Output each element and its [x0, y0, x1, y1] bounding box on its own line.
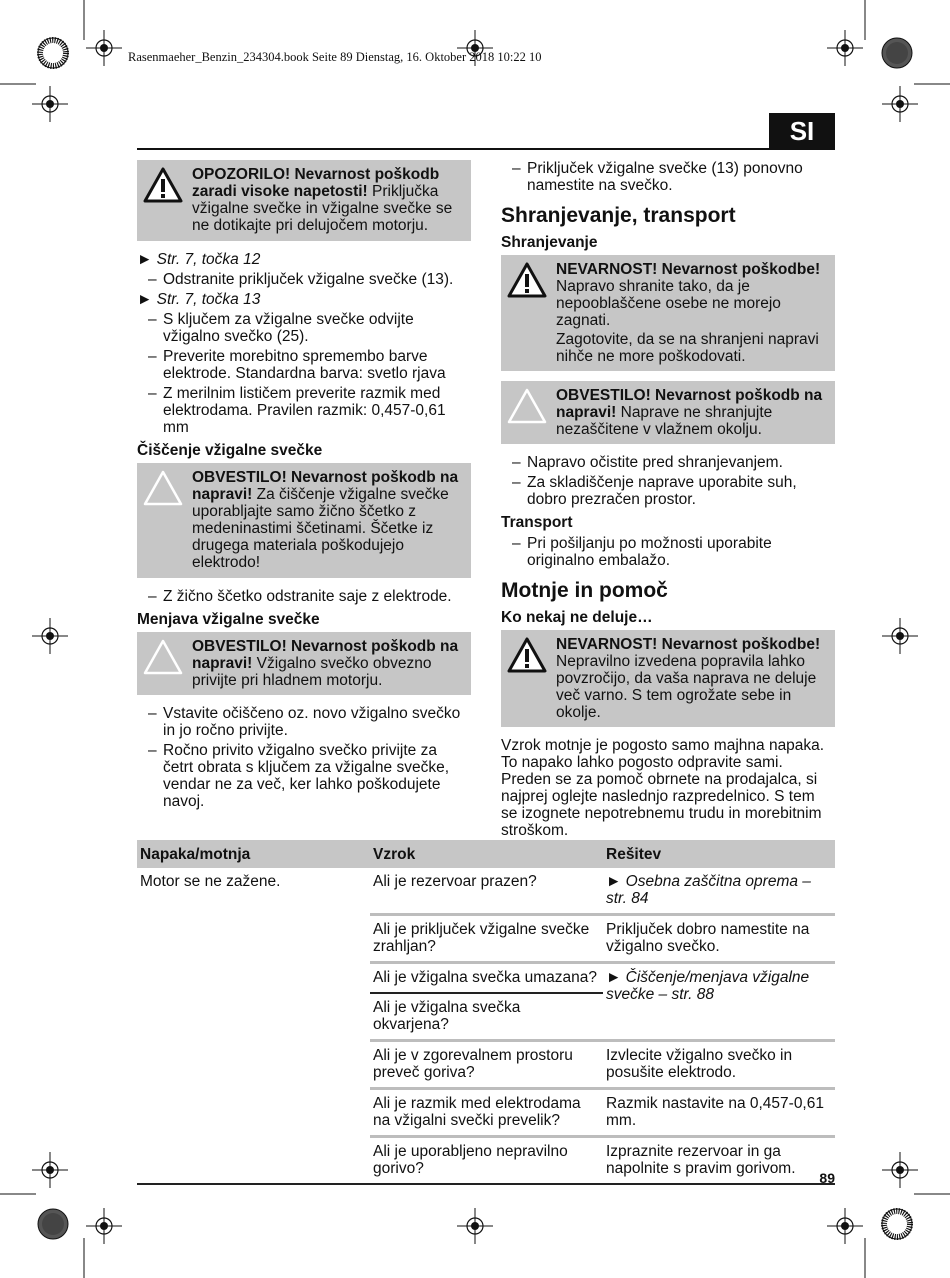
section-heading-replace: Menjava vžigalne svečke [137, 611, 320, 628]
heading-storage-transport: Shranjevanje, transport [501, 204, 736, 227]
list-item: – Vstavite očiščeno oz. novo vžigalno svečko in jo ročno privijte. [148, 705, 461, 739]
list-item: – Ročno privito vžigalno svečko privijte za četrt obrata s ključem za vžigalne svečke, vendar ne za več, ker lahko poškodujete navoj. [148, 742, 450, 810]
column-header: Rešitev [603, 840, 835, 868]
list-item: – Z merilnim lističem preverite razmik med elektrodama. Pravilen razmik: 0,457-0,61 mm [148, 385, 446, 436]
notice-title: OBVESTILO! Nevarnost poškodb na napravi! [192, 638, 459, 672]
cause-cell: Ali je v zgorevalnem prostoru preveč goriva? [370, 1041, 603, 1089]
list-item: – S ključem za vžigalne svečke odvijte vžigalno svečko (25). [148, 311, 414, 345]
cause-cell: Ali je uporabljeno nepravilno gorivo? [370, 1137, 603, 1185]
cause-cell: Ali je priključek vžigalne svečke zrahljan? [370, 915, 603, 963]
cause-cell: Ali je razmik med elektrodama na vžigalni svečki prevelik? [370, 1089, 603, 1137]
list-item: – Napravo očistite pred shranjevanjem. [512, 454, 783, 471]
warning-triangle-icon [143, 167, 183, 203]
section-heading-storage: Shranjevanje [501, 234, 598, 251]
right-column [501, 160, 835, 845]
column-header: Vzrok [370, 840, 603, 868]
notice-triangle-icon [143, 470, 183, 506]
notice-text: Naprave ne shranjujte nezaščitene v vlažnem okolju. [556, 404, 773, 438]
danger-box-storage [501, 255, 835, 371]
notice-title: OBVESTILO! Nevarnost poškodb na napravi! [192, 469, 459, 503]
warning-triangle-icon [507, 262, 547, 298]
fix-cell: Priključek dobro namestite na vžigalno svečko. [603, 915, 835, 963]
notice-title: OBVESTILO! Nevarnost poškodb na napravi! [556, 387, 823, 421]
danger-title: NEVARNOST! Nevarnost poškodbe! [556, 636, 821, 653]
list-item: – Preverite morebitno spremembo barve elektrode. Standardna barva: svetlo rjava [148, 348, 446, 382]
column-header: Napaka/motnja [137, 840, 370, 868]
section-heading-transport: Transport [501, 514, 573, 531]
section-heading-cleaning: Čiščenje vžigalne svečke [137, 442, 323, 459]
warning-text: Priključka vžigalne svečke in vžigalne svečke se ne dotikajte pri delujočem motorju. [192, 183, 453, 234]
arrow-right-icon: ► [137, 251, 153, 268]
section-heading-troubleshooting: Ko nekaj ne deluje… [501, 609, 653, 626]
list-item: – Priključek vžigalne svečke (13) ponovno namestite na svečko. [512, 160, 803, 194]
fix-cell: ► Osebna zaščitna oprema – str. 84 [603, 868, 835, 915]
left-column [137, 160, 471, 813]
reference-1 [137, 251, 471, 268]
danger-text: Nepravilno izvedena popravila lahko povzročijo, da vaša naprava ne deluje več varno. S tem ogrožate sebe in okolje. [556, 653, 817, 721]
notice-text: Za čiščenje vžigalne svečke uporabljajte samo žično ščetko z medeninastimi ščetinami. Ščetke iz drugega materiala poškodujejo elektrodo! [192, 486, 449, 571]
page-number: 89 [819, 1170, 835, 1186]
cause-cell: Ali je vžigalna svečka okvarjena? [370, 993, 603, 1041]
language-badge: SI [769, 113, 835, 150]
list-item: – Za skladiščenje naprave uporabite suh, dobro prezračen prostor. [512, 474, 797, 508]
danger-box-repairs [501, 630, 835, 727]
troubleshooting-table [137, 840, 835, 1185]
list-item: – Z žično ščetko odstranite saje z elektrode. [148, 588, 452, 605]
arrow-right-icon: ► [606, 873, 622, 890]
danger-title: NEVARNOST! Nevarnost poškodbe! [556, 261, 821, 278]
notice-box-cleaning [137, 463, 471, 578]
fix-cell: ► Čiščenje/menjava vžigalne svečke – str. 88 [603, 963, 835, 1041]
list-item: – Odstranite priključek vžigalne svečke (13). [148, 271, 454, 288]
warning-triangle-icon [507, 637, 547, 673]
print-header: Rasenmaeher_Benzin_234304.book Seite 89 Dienstag, 16. Oktober 2018 10:22 10 [128, 50, 542, 64]
reference-2 [137, 291, 471, 308]
arrow-right-icon: ► [137, 291, 153, 308]
table-row [137, 868, 835, 915]
notice-box-storage [501, 381, 835, 444]
warning-title: OPOZORILO! Nevarnost poškodb zaradi visoke napetosti! [192, 166, 440, 200]
cause-cell: Ali je rezervoar prazen? [370, 868, 603, 915]
troubleshooting-intro: Vzrok motnje je pogosto samo majhna napaka. To napako lahko pogosto odpravite sami. Preden se za pomoč obrnete na prodajalca, si najprej oglejte naslednjo razpredelnico. S tem se izognete nepotrebnemu trudu in morebitnim stroškom. [501, 737, 825, 839]
fault-cell: Motor se ne zažene. [137, 868, 370, 1184]
warning-box-voltage [137, 160, 471, 241]
list-item: – Pri pošiljanju po možnosti uporabite originalno embalažo. [512, 535, 772, 569]
fix-cell: Izvlecite vžigalno svečko in posušite elektrodo. [603, 1041, 835, 1089]
fix-cell: Izpraznite rezervoar in ga napolnite s pravim gorivom. [603, 1137, 835, 1185]
danger-text: Napravo shranite tako, da je nepooblaščene osebe ne morejo zagnati. [556, 278, 781, 329]
cause-cell: Ali je vžigalna svečka umazana? [370, 963, 603, 994]
header-rule [137, 148, 835, 150]
reference-text: Str. 7, točka 13 [156, 291, 261, 308]
notice-triangle-icon [143, 639, 183, 675]
danger-text-2: Zagotovite, da se na shranjeni napravi nihče ne more poškodovati. [556, 331, 819, 365]
notice-triangle-icon [507, 388, 547, 424]
arrow-right-icon: ► [606, 969, 622, 986]
notice-box-replace [137, 632, 471, 695]
reference-text: Str. 7, točka 12 [156, 251, 261, 268]
fix-cell: Razmik nastavite na 0,457-0,61 mm. [603, 1089, 835, 1137]
notice-text: Vžigalno svečko obvezno privijte pri hladnem motorju. [192, 655, 432, 689]
heading-faults-help: Motnje in pomoč [501, 579, 668, 602]
table-header-row [137, 840, 835, 868]
